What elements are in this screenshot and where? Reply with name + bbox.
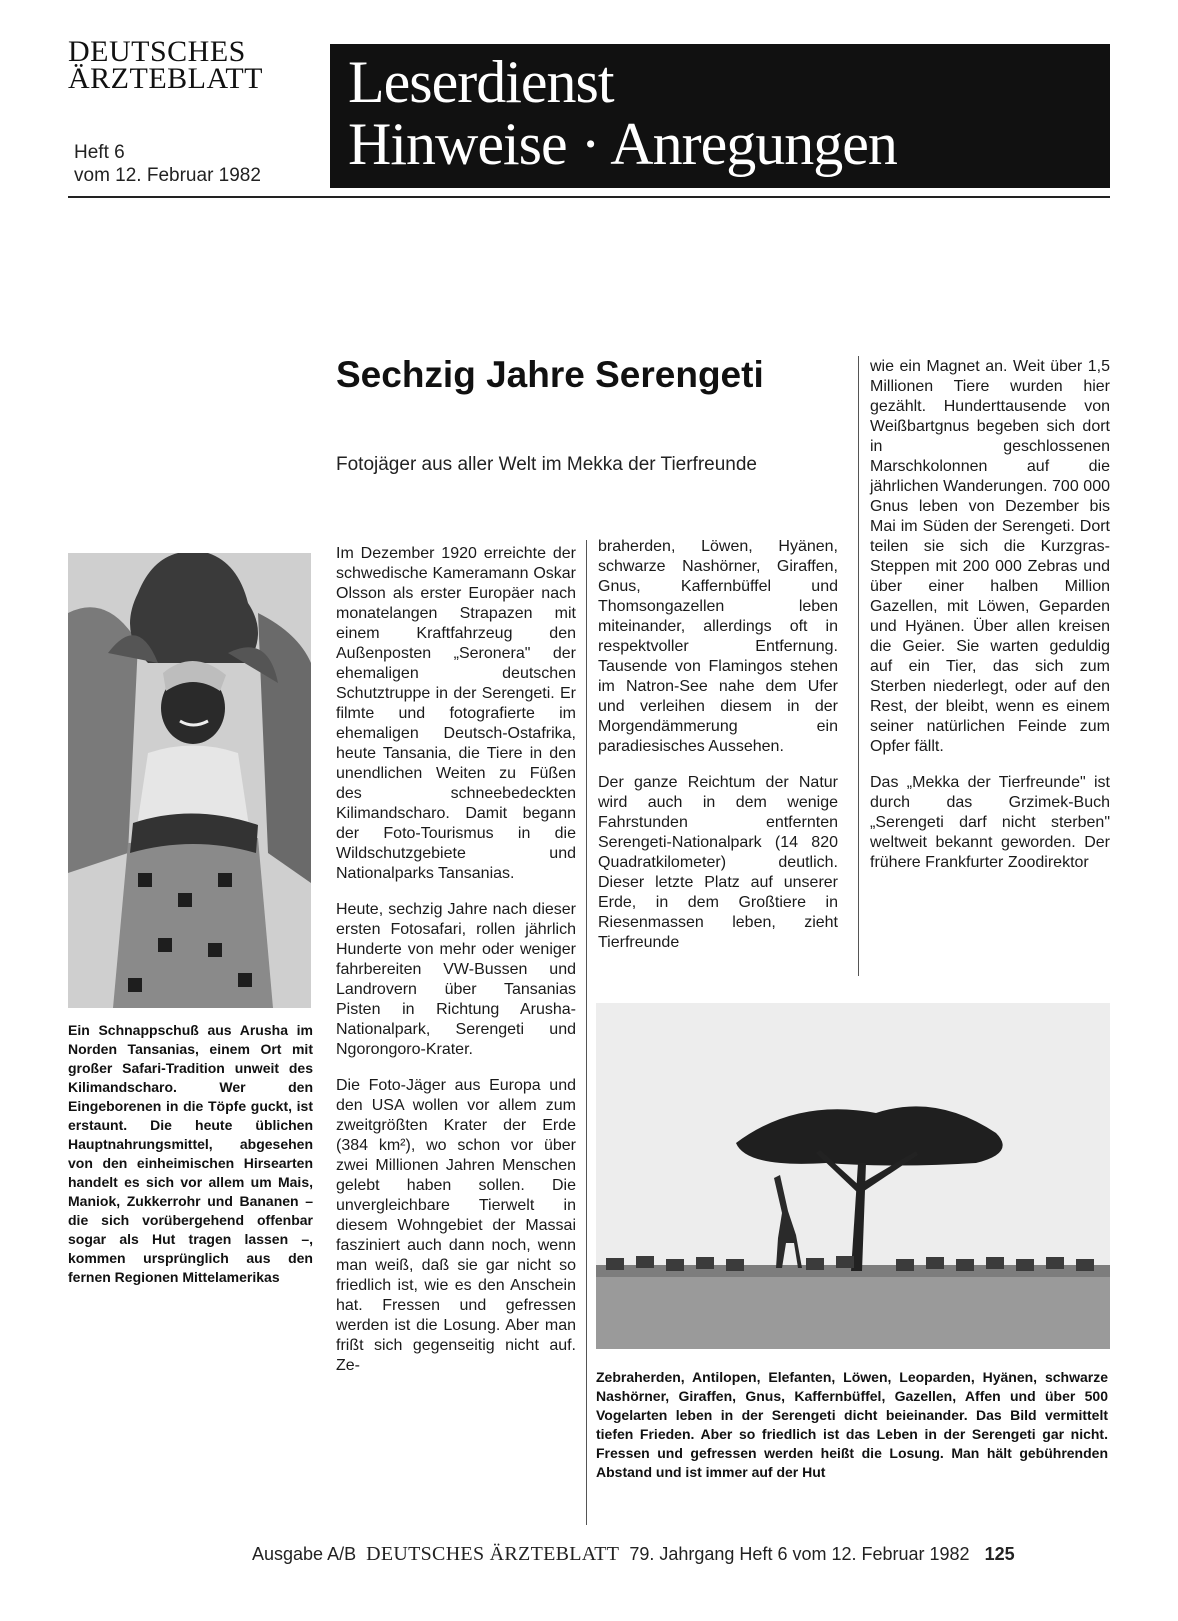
- issue-date: vom 12. Februar 1982: [74, 165, 261, 186]
- paragraph: Heute, sechzig Jahre nach dieser ersten Fotosafari, rollen jährlich Hunderte von mehr oder weniger fahrbereiten VW-Bussen und Landrovern über Tansanias Pisten in Richtung Arusha-Nationalpark, Serengeti und Ngorongoro-Krater.: [336, 901, 576, 1058]
- header-divider: [68, 196, 1110, 198]
- paragraph: wie ein Magnet an. Weit über 1,5 Millionen Tiere wurden hier gezählt. Hunderttausende von Weißbartgnus begeben sich dort in geschlossenen Marschkolonnen auf die jährlichen Wanderungen. 700 000 Gnus leben von Dezember bis Mai im Süden der Serengeti. Dort teilen sie sich die Kurzgras-Steppen mit 200 000 Zebras und über einer halben Million Gazellen, mit Löwen, Geparden und Hyänen. Über allen kreisen die Geier. Sie warten geduldig auf ein Tier, das sich zum Sterben niederlegt, oder auf den Rest, der bleibt, wenn es einem seiner natürlichen Feinde zum Opfer fällt.: [870, 358, 1110, 755]
- photo-savanna-illustration: [596, 1003, 1110, 1349]
- paragraph: Der ganze Reichtum der Natur wird auch in dem wenige Fahrstunden entfernten Serengeti-Nationalpark (14 820 Quadratkilometer) deutlich. Dieser letzte Platz auf unserer Erde, in dem Großtiere in Riesenmassen leben, zieht Tierfreunde: [598, 774, 838, 951]
- column-divider-2: [858, 356, 859, 976]
- issue-info: [74, 141, 314, 187]
- banner-title-2: Hinweise · Anregungen: [348, 111, 897, 177]
- article-column-3: [870, 357, 1110, 889]
- column-divider-1: [586, 540, 587, 1525]
- article-headline: Sechzig Jahre Serengeti: [336, 354, 764, 395]
- masthead-line-1: DEUTSCHES: [68, 35, 246, 68]
- section-banner: [330, 44, 1110, 188]
- journal-masthead: [68, 35, 318, 95]
- article-column-2: [598, 537, 838, 969]
- paragraph: Das „Mekka der Tierfreunde" ist durch das Grzimek-Buch „Serengeti darf nicht sterben" weltweit bekannt geworden. Der frühere Frankfurter Zoodirektor: [870, 774, 1110, 871]
- masthead-line-2: ÄRZTEBLATT: [68, 62, 263, 95]
- photo-serengeti-savanna: [596, 1003, 1110, 1349]
- footer-issue: 79. Jahrgang Heft 6 vom 12. Februar 1982: [629, 1544, 970, 1564]
- article-subhead: Fotojäger aus aller Welt im Mekka der Tierfreunde: [336, 454, 757, 475]
- page-footer: [252, 1542, 1110, 1566]
- footer-edition: Ausgabe A/B: [252, 1544, 357, 1564]
- photo-woman-illustration: [68, 553, 311, 1008]
- banner-title-1: Leserdienst: [348, 49, 614, 115]
- article-column-1: [336, 544, 576, 1392]
- paragraph: braherden, Löwen, Hyänen, schwarze Nashörner, Giraffen, Gnus, Kaffernbüffel und Thomsongazellen leben miteinander, allerdings oft in respektvoller Entfernung. Tausende von Flamingos stehen im Natron-See nahe dem Ufer und verleihen diesem in der Morgendämmerung ein paradiesisches Aussehen.: [598, 538, 838, 755]
- paragraph: Die Foto-Jäger aus Europa und den USA wollen vor allem zum zweitgrößten Krater der Erde (384 km²), wo schon vor über zwei Millionen Jahren Menschen gelebt haben sollen. Die unvergleichbare Tierwelt in diesem Wohngebiet der Massai fasziniert auch dann noch, wenn man weiß, daß sie gar nicht so friedlich ist, wie es den Anschein hat. Fressen und gefressen werden ist die Losung. Aber man frißt sich gegenseitig nicht auf. Ze-: [336, 1077, 576, 1374]
- footer-journal: DEUTSCHES ÄRZTEBLATT: [366, 1543, 620, 1565]
- issue-number: Heft 6: [74, 142, 125, 163]
- photo-woman-arusha: [68, 553, 311, 1008]
- paragraph: Im Dezember 1920 erreichte der schwedische Kameramann Oskar Olsson als erster Europäer nach monatelangen Strapazen mit einem Kraftfahrzeug den Außenposten „Seronera" der ehemaligen deutschen Schutztruppe in der Serengeti. Er filmte und fotografierte im ehemaligen Deutsch-Ostafrika, heute Tansania, die Tiere in den unendlichen Weiten zu Füßen des schneebedeckten Kilimandscharo. Damit begann der Foto-Tourismus in die Wildschutzgebiete und Nationalparks Tansanias.: [336, 545, 576, 882]
- page-number: 125: [984, 1544, 1015, 1564]
- caption-left-photo: Ein Schnappschuß aus Arusha im Norden Tansanias, einem Ort mit großer Safari-Tradition unweit des Kilimandscharo. Wer den Eingeborenen in die Töpfe guckt, ist erstaunt. Die heute üblichen Hauptnahrungsmittel, abgesehen von den einheimischen Hirsearten handelt es sich vor allem um Mais, Maniok, Zukkerrohr und Bananen – die sich vorübergehend offenbar sogar als Hut tragen lassen –, kommen ursprünglich aus den fernen Regionen Mittelamerikas: [68, 1022, 313, 1285]
- caption-right-photo: Zebraherden, Antilopen, Elefanten, Löwen, Leoparden, Hyänen, schwarze Nashörner, Giraffen, Gnus, Kaffernbüffel, Gazellen, Affen und über 500 Vogelarten leben in der Serengeti dicht beieinander. Das Bild vermittelt tiefen Frieden. Aber so friedlich ist das Leben in der Serengeti gar nicht. Fressen und gefressen werden heißt die Losung. Man hält gebührenden Abstand und ist immer auf der Hut: [596, 1369, 1108, 1480]
